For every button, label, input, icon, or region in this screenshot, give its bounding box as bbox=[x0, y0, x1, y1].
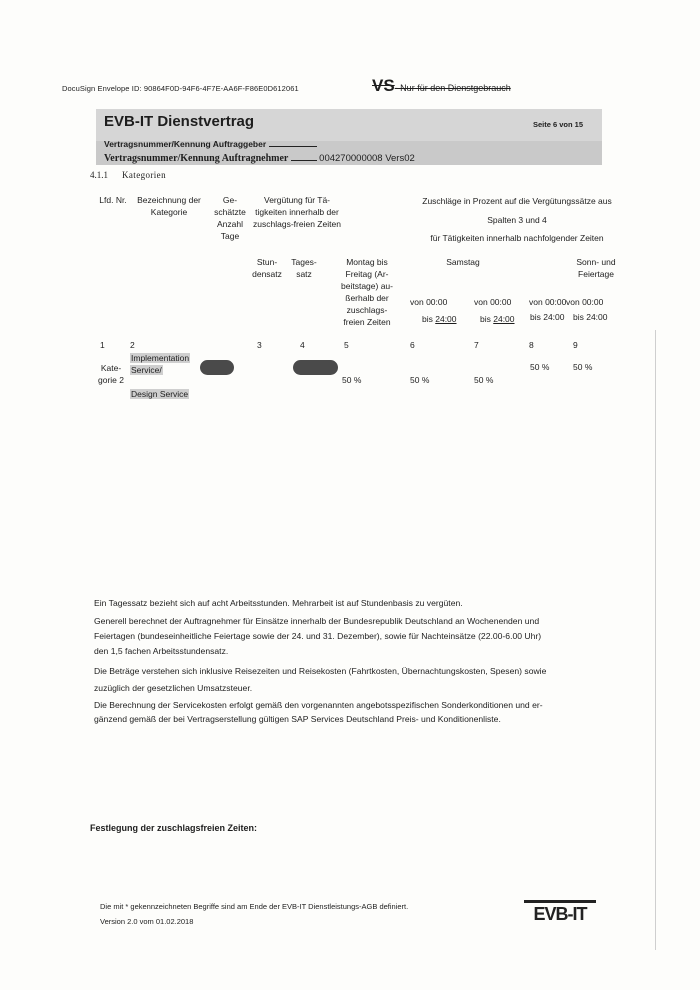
col-number-7: 7 bbox=[474, 340, 479, 350]
col-number-5: 5 bbox=[344, 340, 349, 350]
header-sonn-feiertage: Sonn- und Feiertage bbox=[576, 257, 616, 279]
customer-blank bbox=[269, 138, 317, 147]
sonn-bis-1: bis 24:00 bbox=[530, 312, 565, 322]
surcharge-montag: 50 % bbox=[342, 375, 362, 385]
row-lfd-category: Kate-gorie 2 bbox=[98, 363, 124, 385]
paragraph-generell-line3: den 1,5 fachen Arbeitsstundensatz. bbox=[94, 646, 229, 656]
footer-note bbox=[100, 899, 408, 929]
section-number: 4.1.1 bbox=[90, 170, 108, 180]
vs-mark: VS bbox=[372, 76, 395, 95]
header-verguetung: Vergütung für Tä-tigkeiten innerhalb der zuschlags-freien Zeiten bbox=[253, 195, 341, 229]
paragraph-berechnung-line1: Die Berechnung der Servicekosten erfolgt gemäß den vorgenannten angebotsspezifischen Sonderkonditionen und er- bbox=[94, 700, 543, 710]
col-number-8: 8 bbox=[529, 340, 534, 350]
document-title: EVB-IT Dienstvertrag bbox=[104, 113, 255, 130]
col-number-9: 9 bbox=[573, 340, 578, 350]
sonn-von-1: von 00:00 bbox=[529, 297, 567, 307]
contractor-blank bbox=[291, 152, 317, 161]
sonn-bis-2: bis 24:00 bbox=[573, 312, 608, 322]
surcharge-samstag-1: 50 % bbox=[410, 375, 430, 385]
redacted-anzahl-tage bbox=[200, 360, 234, 375]
header-zuschlaege-3: für Tätigkeiten innerhalb nachfolgender Zeiten bbox=[430, 233, 604, 243]
row-category-name bbox=[130, 352, 190, 400]
header-anzahl-tage: Ge-schätzte Anzahl Tage bbox=[214, 195, 246, 241]
col-number-2: 2 bbox=[130, 340, 135, 350]
paragraph-generell-line1: Generell berechnet der Auftragnehmer für Einsätze innerhalb der Bundesrepublik Deutschland an Wochenenden und bbox=[94, 616, 540, 626]
paragraph-generell-line2: Feiertagen (bundeseinheitliche Feiertage sowie der 24. und 31. Dezember), sowie für Nachteinsätze (22.00-6.00 Uhr) bbox=[94, 631, 542, 641]
paragraph-betraege-line1: Die Beträge verstehen sich inklusive Reisezeiten und Reisekosten (Fahrtkosten, Übernachtungskosten, Spesen) sowie bbox=[94, 666, 547, 676]
customer-label: Vertragsnummer/Kennung Auftraggeber bbox=[104, 139, 267, 149]
contractor-value: 004270000008 Vers02 bbox=[319, 153, 415, 164]
paragraph-tagessatz: Ein Tagessatz bezieht sich auf acht Arbeitsstunden. Mehrarbeit ist auf Stundenbasis zu vergüten. bbox=[94, 598, 463, 608]
svg-text:EVB-IT: EVB-IT bbox=[533, 904, 587, 924]
col-number-1: 1 bbox=[100, 340, 105, 350]
vs-text: - Nur für den Dienstgebrauch bbox=[394, 83, 511, 93]
page-number: Seite 6 von 15 bbox=[533, 120, 584, 129]
section-title: Kategorien bbox=[122, 170, 166, 180]
sonn-von-2: von 00:00 bbox=[566, 297, 604, 307]
section-heading bbox=[90, 170, 166, 180]
evb-it-logo bbox=[522, 898, 598, 924]
footer-version: Version 2.0 vom 01.02.2018 bbox=[100, 917, 194, 926]
samstag-von-2: von 00:00 bbox=[474, 297, 512, 307]
scan-artifact-line bbox=[655, 330, 656, 950]
surcharge-sonn-1: 50 % bbox=[530, 362, 550, 372]
footer-definition-note: Die mit * gekennzeichneten Begriffe sind am Ende der EVB-IT Dienstleistungs-AGB definiert. bbox=[100, 902, 409, 911]
paragraph-berechnung-line2: gänzend gemäß der bei Vertragserstellung gültigen SAP Services Deutschland Preis- und Konditionenliste. bbox=[94, 714, 501, 724]
header-montag-freitag: Montag bis Freitag (Ar-beitstage) au-ßerhalb der zuschlags-freien Zeiten bbox=[341, 257, 393, 327]
header-lfd-nr: Lfd. Nr. bbox=[99, 195, 127, 205]
category-name-line2: Service/ bbox=[131, 365, 162, 375]
paragraph-betraege-line2: zuzüglich der gesetzlichen Umsatzsteuer. bbox=[94, 683, 253, 693]
category-name-line3: Design Service bbox=[131, 389, 189, 399]
header-tagessatz: Tages-satz bbox=[291, 257, 317, 279]
samstag-bis-2: bis 24:00 bbox=[480, 314, 515, 324]
contractor-contract-number bbox=[104, 152, 415, 164]
header-bezeichnung: Bezeichnung der Kategorie bbox=[137, 195, 201, 217]
col-number-6: 6 bbox=[410, 340, 415, 350]
customer-contract-number bbox=[104, 138, 317, 149]
header-zuschlaege-1: Zuschläge in Prozent auf die Vergütungssätze aus bbox=[422, 196, 612, 206]
header-zuschlaege-2: Spalten 3 und 4 bbox=[487, 215, 547, 225]
envelope-id: DocuSign Envelope ID: 90864F0D-94F6-4F7E-AA6F-F86E0D612061 bbox=[62, 84, 299, 93]
header-samstag: Samstag bbox=[446, 257, 480, 267]
surcharge-sonn-2: 50 % bbox=[573, 362, 593, 372]
contractor-label: Vertragsnummer/Kennung Auftragnehmer bbox=[104, 153, 289, 164]
samstag-bis-1: bis 24:00 bbox=[422, 314, 457, 324]
classification-mark bbox=[372, 76, 511, 96]
redacted-tagessatz bbox=[293, 360, 338, 375]
samstag-von-1: von 00:00 bbox=[410, 297, 448, 307]
category-name-line1: Implementation bbox=[131, 353, 190, 363]
festlegung-heading: Festlegung der zuschlagsfreien Zeiten: bbox=[90, 823, 258, 833]
col-number-3: 3 bbox=[257, 340, 262, 350]
header-stundensatz: Stun-densatz bbox=[252, 257, 282, 279]
col-number-4: 4 bbox=[300, 340, 305, 350]
surcharge-samstag-2: 50 % bbox=[474, 375, 494, 385]
